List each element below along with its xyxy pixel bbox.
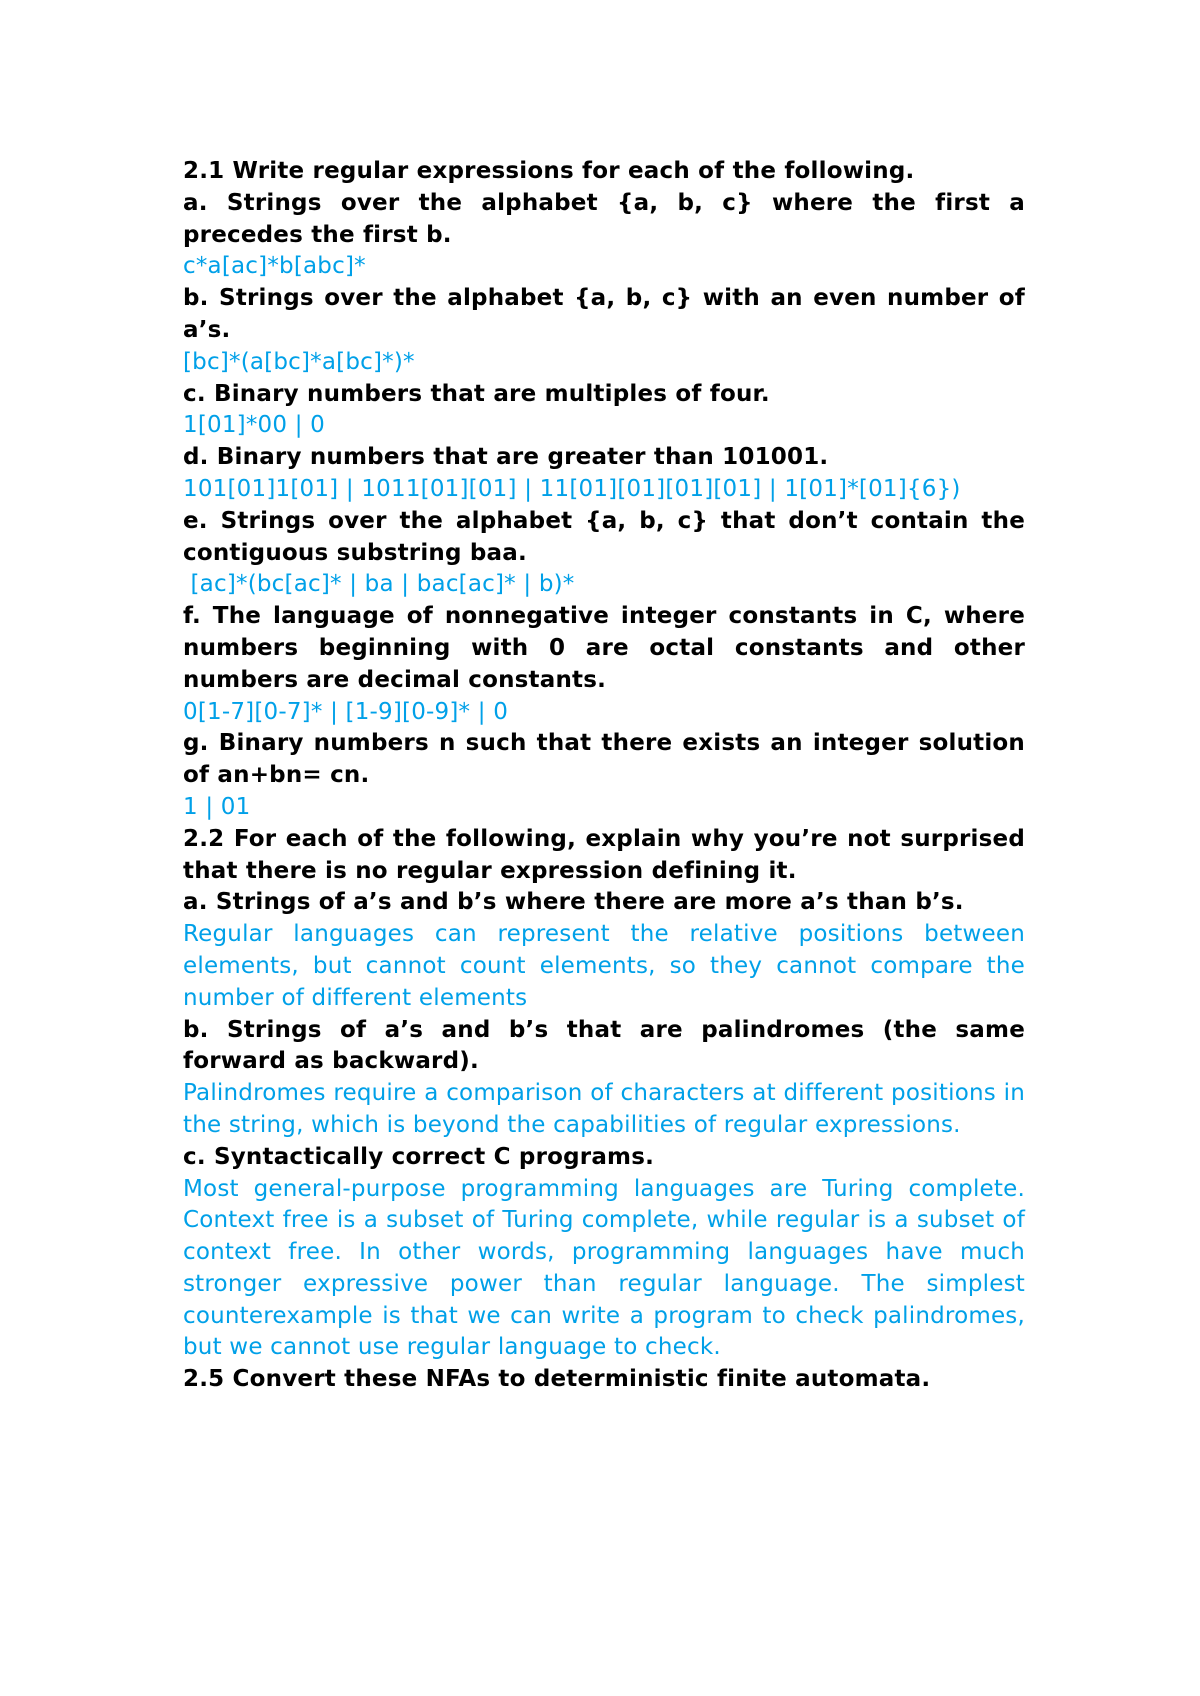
answer-2-1-g: 1 | 01 [183,793,251,820]
question-2-2-a: a. Strings of a’s and b’s where there are more a’s than b’s. [183,889,964,916]
question-2-1-e: e. Strings over the alphabet {a, b, c} that don’t contain the contiguous substring baa. [183,507,1025,566]
answer-2-1-e: [ac]*(bc[ac]* | ba | bac[ac]* | b)* [183,571,575,598]
heading-2-5: 2.5 Convert these NFAs to deterministic finite automata. [183,1366,931,1393]
heading-2-1: 2.1 Write regular expressions for each of the following. [183,158,915,184]
question-2-2-b: b. Strings of a’s and b’s that are palindromes (the same forward as backward). [183,1016,1025,1075]
answer-2-1-b: [bc]*(a[bc]*a[bc]*)* [183,348,415,375]
document-page [183,156,1025,1396]
question-2-2-c: c. Syntactically correct C programs. [183,1143,655,1170]
answer-2-1-f: 0[1-7][0-7]* | [1-9][0-9]* | 0 [183,698,509,725]
answer-2-2-c: Most general-purpose programming languages are Turing complete. Context free is a subset of Turing complete, while regular is a subset of context free. In other words, programming languages have much stronger expressive power than regular language. The simplest counterexample is that we can write a program to check palindromes, but we cannot use regular language to check. [183,1175,1025,1361]
heading-2-2: 2.2 For each of the following, explain why you’re not surprised that there is no regular expression defining it. [183,825,1025,884]
question-2-1-c: c. Binary numbers that are multiples of four. [183,380,770,407]
answer-2-2-a: Regular languages can represent the relative positions between elements, but cannot count elements, so they cannot compare the number of different elements [183,921,1025,1011]
answer-2-1-c: 1[01]*00 | 0 [183,412,326,439]
question-2-1-b: b. Strings over the alphabet {a, b, c} with an even number of a’s. [183,285,1025,343]
question-2-1-a: a. Strings over the alphabet {a, b, c} where the first a precedes the first b. [183,189,1025,248]
answer-2-1-d: 101[01]1[01] | 1011[01][01] | 11[01][01][01][01] | 1[01]*[01]{6}) [183,475,961,502]
answer-2-2-b: Palindromes require a comparison of characters at different positions in the string, which is beyond the capabilities of regular expressions. [183,1080,1025,1138]
question-2-1-d: d. Binary numbers that are greater than 101001. [183,444,829,471]
question-2-1-f: f. The language of nonnegative integer constants in C, where numbers beginning with 0 are octal constants and other numbers are decimal constants. [183,603,1025,693]
answer-2-1-a: c*a[ac]*b[abc]* [183,253,366,280]
question-2-1-g: g. Binary numbers n such that there exists an integer solution of an+bn= cn. [183,730,1025,789]
